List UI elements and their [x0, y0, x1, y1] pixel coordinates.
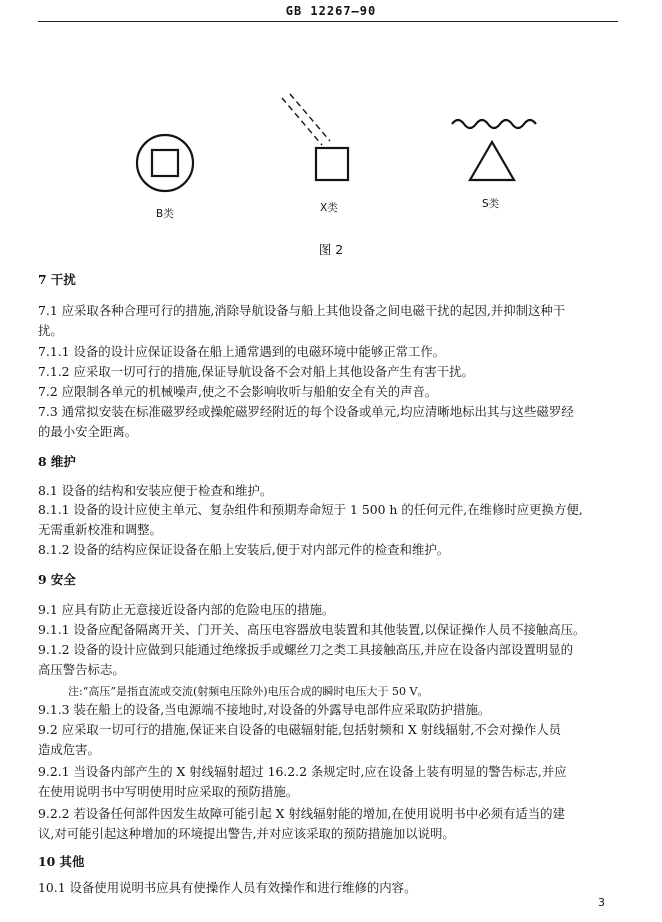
x-class-ray-1	[282, 98, 322, 145]
para-9-2-1-line2: 在使用说明书中写明使用时应采取的预防措施。	[38, 784, 299, 799]
document-header: GB 12267—90	[285, 4, 377, 18]
x-class-ray-2	[290, 94, 330, 141]
x-class-square	[316, 148, 348, 180]
b-class-square	[152, 150, 178, 176]
x-class-label: X类	[320, 202, 338, 214]
b-class-circle	[137, 135, 193, 191]
section-10-heading: 10 其他	[38, 854, 85, 869]
para-8-1-1-line2: 无需重新校准和调整。	[38, 522, 162, 537]
para-9-1-3: 9.1.3 装在船上的设备,当电源端不接地时,对设备的外露导电部件应采取防护措施。	[38, 702, 491, 717]
section-8-heading: 8 维护	[38, 454, 76, 469]
para-8-1-1-line1: 8.1.1 设备的设计应使主单元、复杂组件和预期寿命短于 1 500 h 的任何元件,在维修时应更换方便,	[38, 502, 583, 517]
para-7-3-line1: 7.3 通常拟安装在标准磁罗经或操舵磁罗经附近的每个设备或单元,均应清晰地标出其与这些磁罗经	[38, 404, 574, 419]
section-9-heading: 9 安全	[38, 572, 76, 587]
s-class-label: S类	[482, 198, 500, 210]
figure-caption: 图 2	[318, 242, 344, 257]
para-9-1: 9.1 应具有防止无意接近设备内部的危险电压的措施。	[38, 602, 335, 617]
para-9-2-2-line1: 9.2.2 若设备任何部件因发生故障可能引起 X 射线辐射能的增加,在使用说明书中必须有适当的建	[38, 806, 565, 821]
s-class-triangle	[470, 142, 514, 180]
para-9-2-line1: 9.2 应采取一切可行的措施,保证来自设备的电磁辐射能,包括射频和 X 射线辐射,不会对操作人员	[38, 722, 562, 737]
b-class-label: B类	[156, 208, 174, 220]
para-9-1-2-line2: 高压警告标志。	[38, 662, 125, 677]
para-9-2-1-line1: 9.2.1 当设备内部产生的 X 射线辐射超过 16.2.2 条规定时,应在设备上装有明显的警告标志,并应	[38, 764, 567, 779]
para-8-1: 8.1 设备的结构和安装应便于检查和维护。	[38, 483, 273, 498]
page-number: 3	[598, 896, 605, 909]
para-7-2: 7.2 应限制各单元的机械噪声,使之不会影响收听与船舶安全有关的声音。	[38, 384, 438, 399]
para-9-2-2-line2: 议,对可能引起这种增加的环境提出警告,并对应该采取的预防措施加以说明。	[38, 826, 455, 841]
para-7-1-line2: 扰。	[38, 323, 63, 338]
para-7-3-line2: 的最小安全距离。	[38, 424, 138, 439]
para-8-1-2: 8.1.2 设备的结构应保证设备在船上安装后,便于对内部元件的检查和维护。	[38, 542, 450, 557]
section-7-heading: 7 干扰	[38, 272, 76, 287]
para-7-1-line1: 7.1 应采取各种合理可行的措施,消除导航设备与船上其他设备之间电磁干扰的起因,并抑制这种干	[38, 303, 566, 318]
para-9-2-line2: 造成危害。	[38, 742, 100, 757]
para-9-1-2-line1: 9.1.2 设备的设计应做到只能通过绝缘扳手或螺丝刀之类工具接触高压,并应在设备内部设置明显的	[38, 642, 574, 657]
para-10-1: 10.1 设备使用说明书应具有使操作人员有效操作和进行维修的内容。	[38, 880, 417, 895]
para-9-1-1: 9.1.1 设备应配备隔离开关、门开关、高压电容器放电装置和其他装置,以保证操作人员不接触高压。	[38, 622, 586, 637]
para-7-1-1: 7.1.1 设备的设计应保证设备在船上通常遇到的电磁环境中能够正常工作。	[38, 344, 446, 359]
s-class-wave	[452, 120, 536, 128]
note-high-voltage: 注:“高压”是指直流或交流(射频电压除外)电压合成的瞬时电压大于 50 V。	[68, 685, 429, 698]
para-7-1-2: 7.1.2 应采取一切可行的措施,保证导航设备不会对船上其他设备产生有害干扰。	[38, 364, 474, 379]
